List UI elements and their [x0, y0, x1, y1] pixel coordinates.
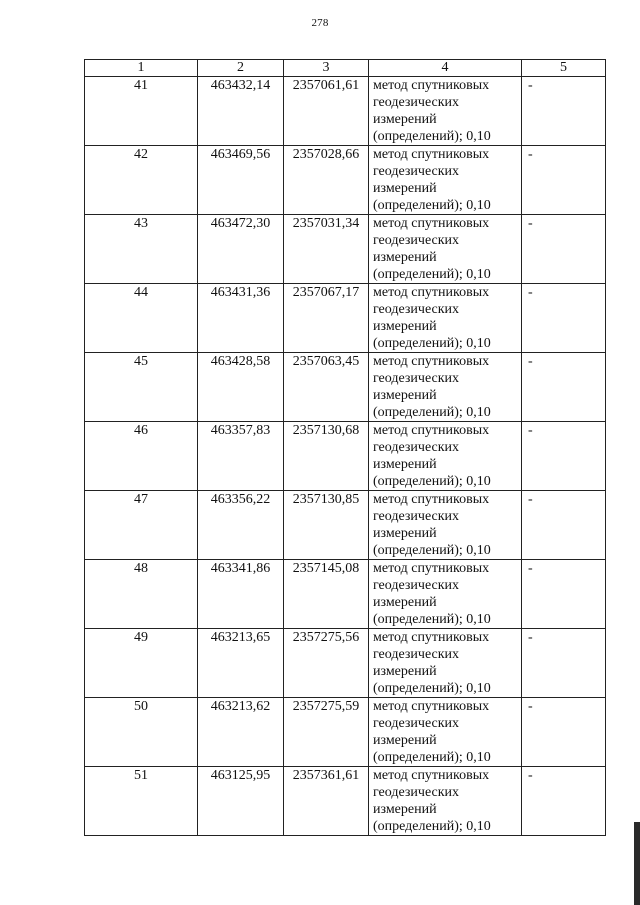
method-cell-text: метод спутниковых геодезических измерений (определений); 0,10 — [373, 216, 491, 282]
note-cell — [522, 767, 606, 836]
y-coordinate-cell — [284, 353, 369, 422]
point-number-cell-text: 46 — [134, 423, 148, 438]
note-cell-text: - — [528, 147, 533, 162]
method-cell-text: метод спутниковых геодезических измерений (определений); 0,10 — [373, 78, 491, 144]
method-cell-text: метод спутниковых геодезических измерений (определений); 0,10 — [373, 354, 491, 420]
header-col-2: 2 — [198, 60, 284, 77]
page-number: 278 — [311, 17, 329, 29]
point-number-cell-text: 45 — [134, 354, 148, 369]
y-coordinate-cell-text: 2357067,17 — [292, 285, 360, 300]
y-coordinate-cell-text: 2357031,34 — [292, 216, 360, 231]
note-cell-text: - — [528, 561, 533, 576]
point-number-cell — [85, 353, 198, 422]
y-coordinate-cell-text: 2357130,85 — [292, 492, 360, 507]
y-coordinate-cell — [284, 146, 369, 215]
x-coordinate-cell — [198, 422, 284, 491]
method-cell — [369, 629, 522, 698]
table-body — [85, 60, 606, 836]
table-row — [85, 698, 606, 767]
table-row — [85, 491, 606, 560]
method-cell — [369, 353, 522, 422]
y-coordinate-cell-text: 2357063,45 — [292, 354, 360, 369]
table-row — [85, 560, 606, 629]
point-number-cell-text: 43 — [134, 216, 148, 231]
point-number-cell — [85, 560, 198, 629]
x-coordinate-cell-text: 463357,83 — [210, 423, 271, 438]
header-col-3: 3 — [284, 60, 369, 77]
point-number-cell — [85, 767, 198, 836]
method-cell — [369, 422, 522, 491]
note-cell-text: - — [528, 768, 533, 783]
y-coordinate-cell — [284, 698, 369, 767]
note-cell — [522, 422, 606, 491]
point-number-cell-text: 41 — [134, 78, 148, 93]
x-coordinate-cell — [198, 767, 284, 836]
method-cell — [369, 215, 522, 284]
table-row — [85, 422, 606, 491]
y-coordinate-cell — [284, 560, 369, 629]
point-number-cell — [85, 698, 198, 767]
table-row — [85, 284, 606, 353]
x-coordinate-cell-text: 463213,65 — [210, 630, 271, 645]
note-cell — [522, 77, 606, 146]
point-number-cell-text: 47 — [134, 492, 148, 507]
table-row — [85, 215, 606, 284]
y-coordinate-cell — [284, 767, 369, 836]
y-coordinate-cell-text: 2357061,61 — [292, 78, 360, 93]
x-coordinate-cell-text: 463356,22 — [210, 492, 271, 507]
method-cell — [369, 284, 522, 353]
note-cell-text: - — [528, 492, 533, 507]
x-coordinate-cell-text: 463341,86 — [210, 561, 271, 576]
method-cell — [369, 146, 522, 215]
x-coordinate-cell — [198, 629, 284, 698]
x-coordinate-cell-text: 463472,30 — [210, 216, 271, 231]
y-coordinate-cell-text: 2357361,61 — [292, 768, 360, 783]
x-coordinate-cell — [198, 77, 284, 146]
point-number-cell-text: 51 — [134, 768, 148, 783]
note-cell — [522, 698, 606, 767]
x-coordinate-cell-text: 463428,58 — [210, 354, 271, 369]
method-cell — [369, 698, 522, 767]
table-row — [85, 77, 606, 146]
note-cell-text: - — [528, 78, 533, 93]
x-coordinate-cell-text: 463431,36 — [210, 285, 271, 300]
table-row — [85, 146, 606, 215]
y-coordinate-cell-text: 2357130,68 — [292, 423, 360, 438]
x-coordinate-cell — [198, 560, 284, 629]
point-number-cell — [85, 629, 198, 698]
x-coordinate-cell — [198, 284, 284, 353]
y-coordinate-cell — [284, 491, 369, 560]
x-coordinate-cell-text: 463125,95 — [210, 768, 271, 783]
point-number-cell-text: 42 — [134, 147, 148, 162]
header-col-5: 5 — [522, 60, 606, 77]
method-cell-text: метод спутниковых геодезических измерений (определений); 0,10 — [373, 699, 491, 765]
method-cell-text: метод спутниковых геодезических измерений (определений); 0,10 — [373, 630, 491, 696]
note-cell-text: - — [528, 285, 533, 300]
note-cell — [522, 284, 606, 353]
point-number-cell — [85, 284, 198, 353]
point-number-cell-text: 48 — [134, 561, 148, 576]
point-number-cell — [85, 146, 198, 215]
method-cell — [369, 491, 522, 560]
point-number-cell — [85, 77, 198, 146]
y-coordinate-cell-text: 2357145,08 — [292, 561, 360, 576]
x-coordinate-cell-text: 463213,62 — [210, 699, 271, 714]
table-row — [85, 629, 606, 698]
y-coordinate-cell — [284, 77, 369, 146]
method-cell — [369, 77, 522, 146]
note-cell-text: - — [528, 354, 533, 369]
table-row — [85, 353, 606, 422]
note-cell — [522, 560, 606, 629]
y-coordinate-cell-text: 2357275,56 — [292, 630, 360, 645]
note-cell-text: - — [528, 699, 533, 714]
y-coordinate-cell-text: 2357275,59 — [292, 699, 360, 714]
table-header-row — [85, 60, 606, 77]
method-cell-text: метод спутниковых геодезических измерений (определений); 0,10 — [373, 147, 491, 213]
table-row — [85, 767, 606, 836]
coordinates-table — [84, 59, 606, 836]
point-number-cell-text: 50 — [134, 699, 148, 714]
x-coordinate-cell — [198, 146, 284, 215]
scan-edge-mark — [634, 822, 640, 905]
y-coordinate-cell — [284, 284, 369, 353]
note-cell — [522, 215, 606, 284]
note-cell — [522, 629, 606, 698]
note-cell — [522, 491, 606, 560]
y-coordinate-cell — [284, 629, 369, 698]
method-cell-text: метод спутниковых геодезических измерений (определений); 0,10 — [373, 768, 491, 834]
x-coordinate-cell — [198, 215, 284, 284]
x-coordinate-cell — [198, 491, 284, 560]
y-coordinate-cell — [284, 422, 369, 491]
y-coordinate-cell — [284, 215, 369, 284]
method-cell — [369, 767, 522, 836]
x-coordinate-cell — [198, 698, 284, 767]
header-col-1: 1 — [85, 60, 198, 77]
method-cell-text: метод спутниковых геодезических измерений (определений); 0,10 — [373, 285, 491, 351]
method-cell-text: метод спутниковых геодезических измерений (определений); 0,10 — [373, 561, 491, 627]
note-cell — [522, 353, 606, 422]
note-cell-text: - — [528, 630, 533, 645]
point-number-cell — [85, 422, 198, 491]
header-col-4: 4 — [369, 60, 522, 77]
x-coordinate-cell-text: 463469,56 — [210, 147, 271, 162]
point-number-cell-text: 49 — [134, 630, 148, 645]
method-cell-text: метод спутниковых геодезических измерений (определений); 0,10 — [373, 492, 491, 558]
point-number-cell — [85, 491, 198, 560]
point-number-cell-text: 44 — [134, 285, 148, 300]
method-cell — [369, 560, 522, 629]
method-cell-text: метод спутниковых геодезических измерений (определений); 0,10 — [373, 423, 491, 489]
point-number-cell — [85, 215, 198, 284]
note-cell-text: - — [528, 216, 533, 231]
y-coordinate-cell-text: 2357028,66 — [292, 147, 360, 162]
note-cell — [522, 146, 606, 215]
x-coordinate-cell — [198, 353, 284, 422]
note-cell-text: - — [528, 423, 533, 438]
x-coordinate-cell-text: 463432,14 — [210, 78, 271, 93]
